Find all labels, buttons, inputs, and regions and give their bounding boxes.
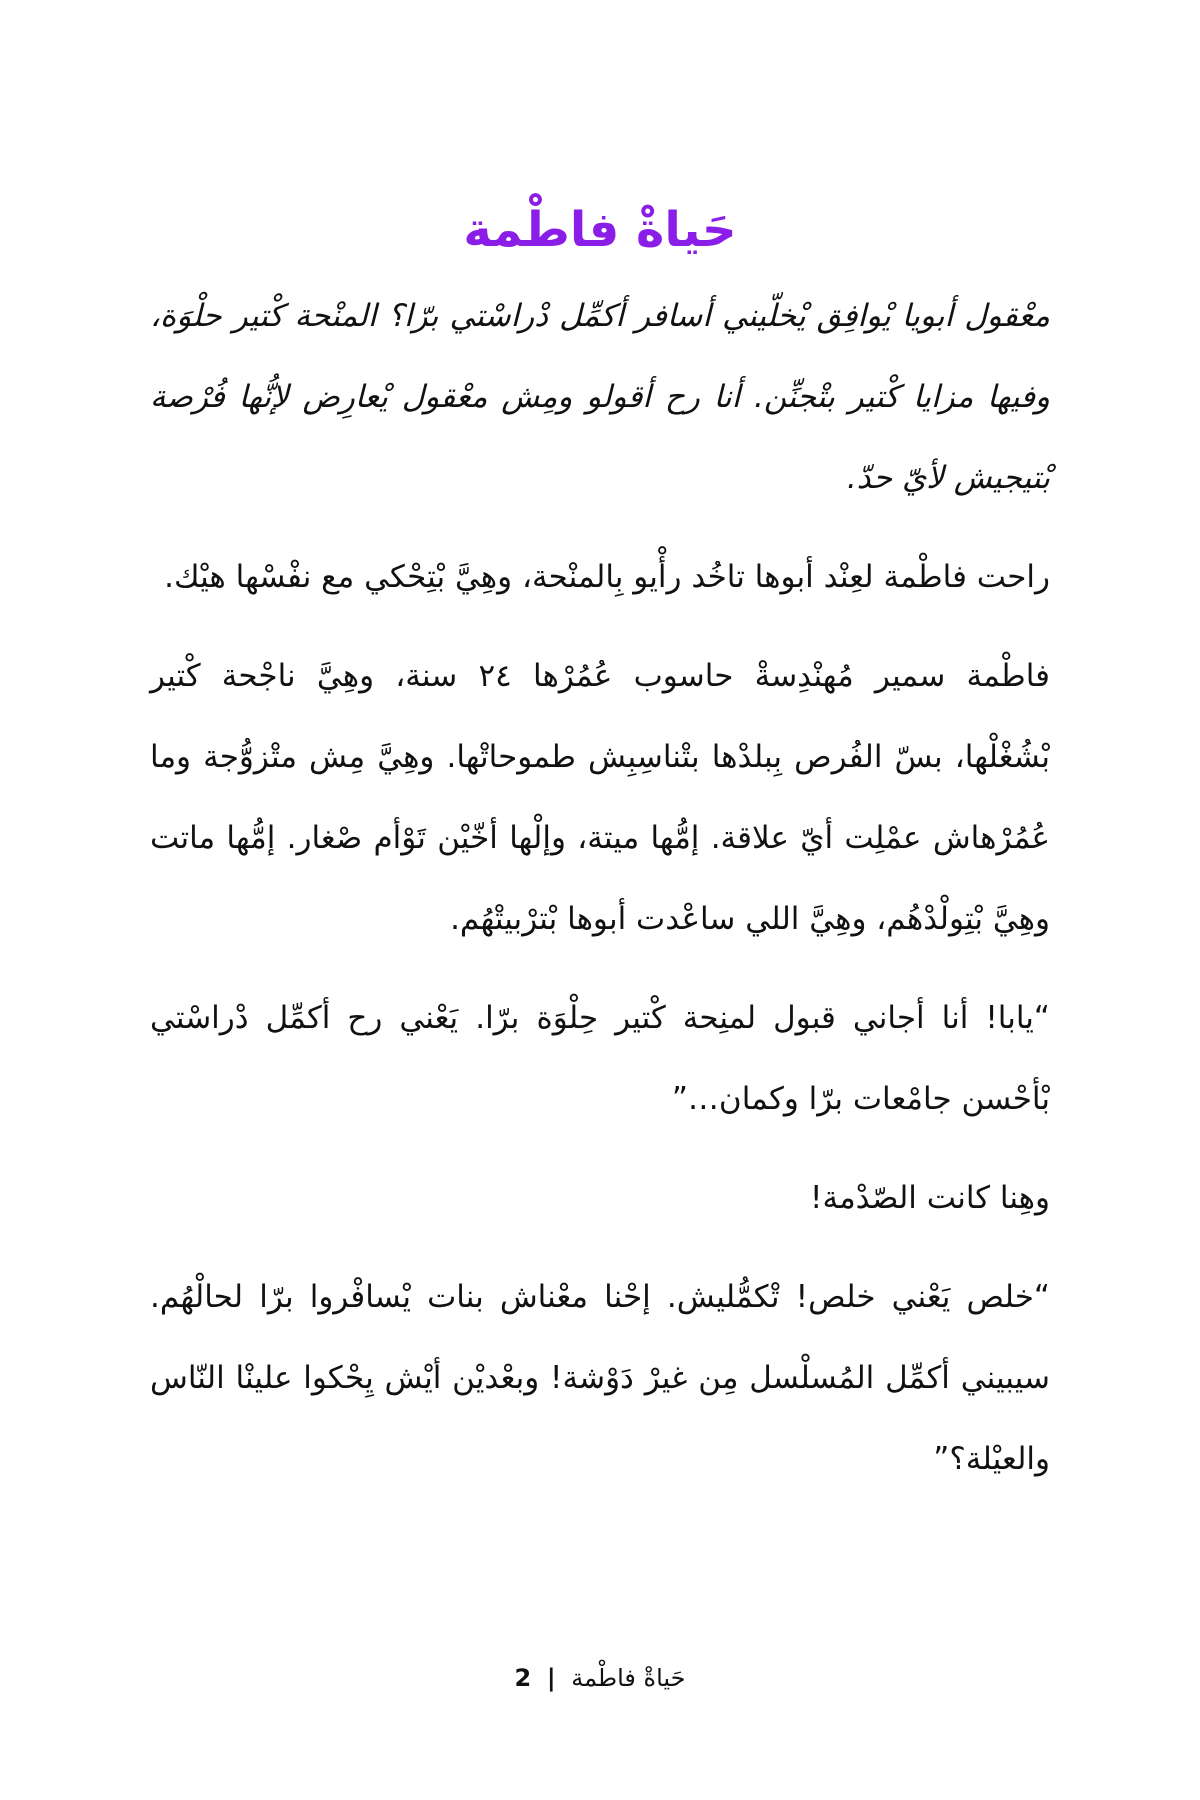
footer-book-title: حَياةْ فاطْمة bbox=[571, 1664, 686, 1692]
paragraph-character-description: فاطْمة سمير مُهنْدِسةْ حاسوب عُمُرْها ٢٤ سنة، وهِيَّ ناجْحة كْتير بْشُغْلْها، بسّ الفُرص بِبلدْها بتْناسِبِش طموحاتْها. وهِيَّ مِش متْزوُّجة وما عُمُرْهاش عمْلِت أيّ علاقة. إمُّها ميتة، وإلْها أخّيْن تَوْأم صْغار. إمُّها ماتت وهِيَّ بْتِولْدْهُم، وهِيَّ اللي ساعْدت أبوها بْترْبيتْهُم. bbox=[150, 658, 1050, 937]
page-number: 2 bbox=[514, 1664, 532, 1692]
paragraph-narration-1: راحت فاطْمة لعِنْد أبوها تاخُد رأْيو بِالمنْحة، وهِيَّ بْتِحْكي مع نفْسْها هيْك. bbox=[164, 559, 1050, 595]
page-title: حَياةْ فاطْمة bbox=[463, 202, 737, 259]
paragraph-shock: وهِنا كانت الصّدْمة! bbox=[810, 1180, 1050, 1216]
page-footer bbox=[150, 1658, 1050, 1698]
story-body bbox=[150, 276, 1050, 1518]
document-page bbox=[150, 0, 1050, 1800]
paragraph-dialogue-father: “خلص يَعْني خلص! تْكمُّليش. إحْنا معْناش بنات يْسافْروا برّا لحالْهُم. سيبيني أكمِّل المُسلْسل مِن غيرْ دَوْشة! وبعْديْن أيْش يِحْكوا علينْا النّاس والعيْلة؟” bbox=[150, 1279, 1050, 1477]
paragraph-dialogue-fatima: “يابا! أنا أجاني قبول لمنِحة كْتير حِلْوَة برّا. يَعْني رح أكمِّل دْراسْتي بْأحْسن جامْعات برّا وكمان…” bbox=[150, 1000, 1050, 1117]
paragraph-inner-thought: معْقول أبويا يْوافِق يْخلّيني أسافر أكمِّل دْراسْتي برّا؟ المنْحة كْتير حلْوَة، وفيها مزايا كْتير بتْجنِّن. أنا رح أقولو ومِش معْقول يْعارِض لإنُّها فُرْصة بْتيجيش لأيّ حدّ. bbox=[150, 298, 1050, 496]
footer-separator: | bbox=[546, 1664, 556, 1692]
